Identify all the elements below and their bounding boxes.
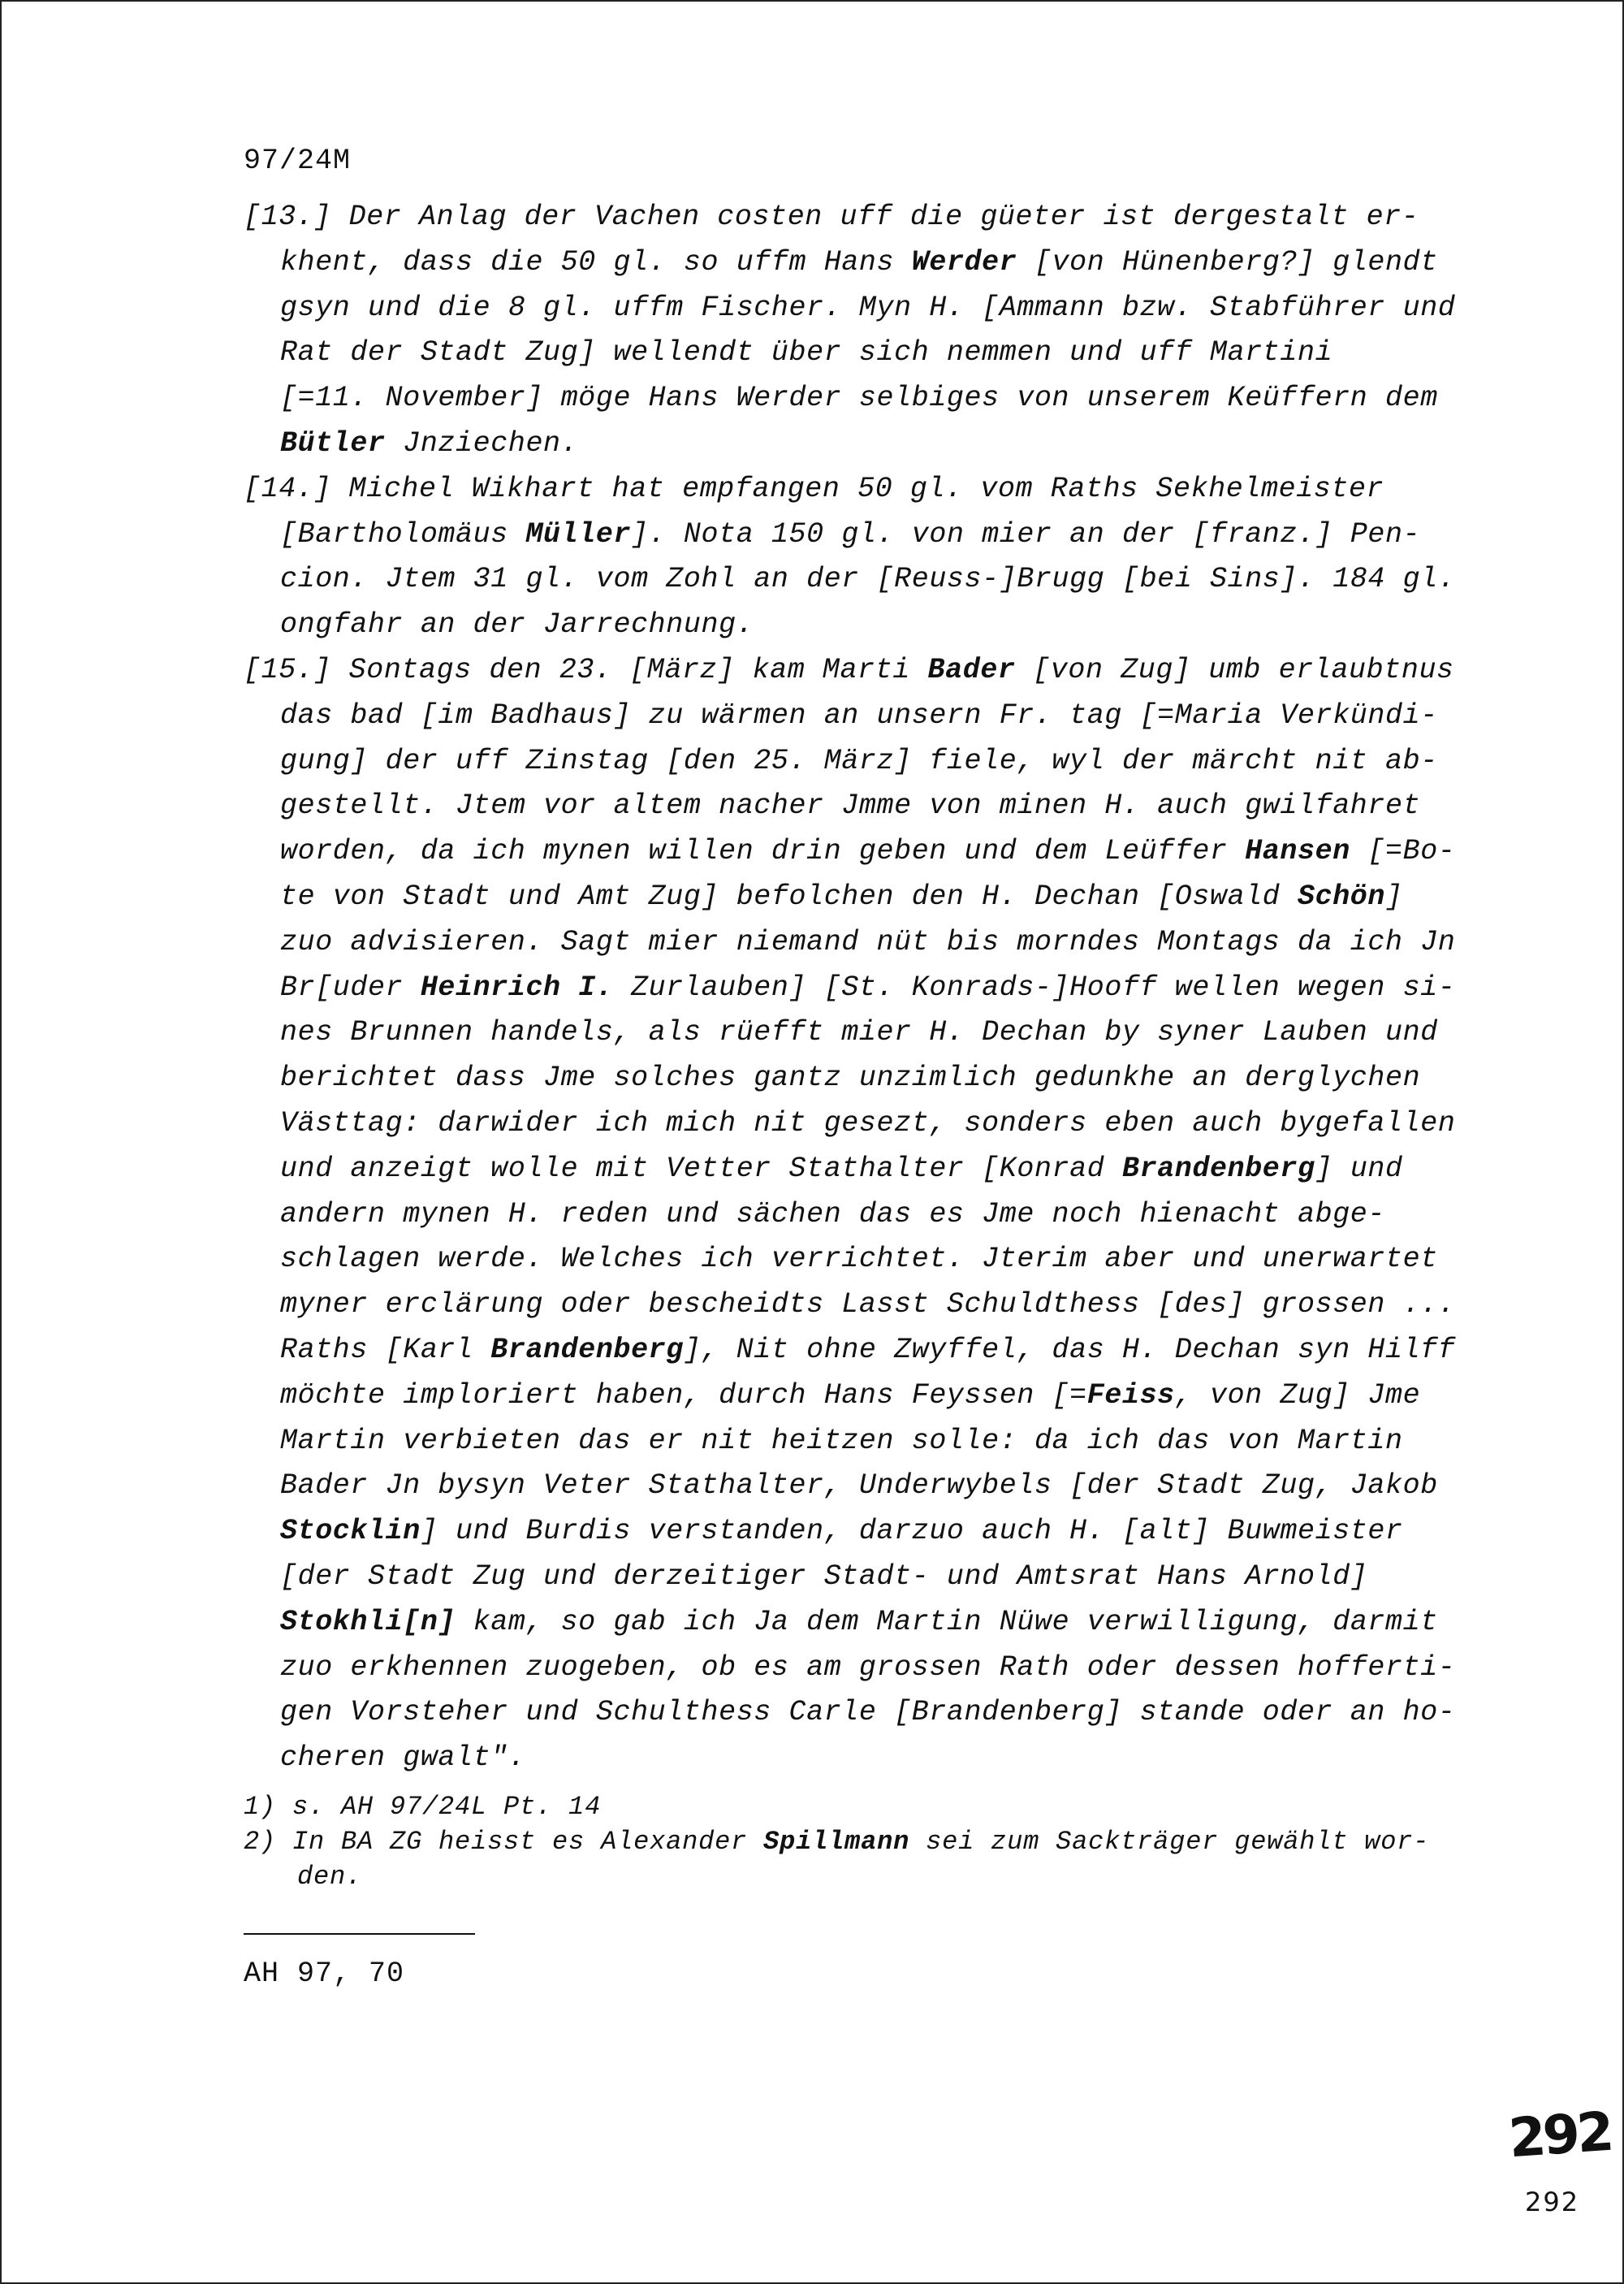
bold-name: Bader bbox=[927, 653, 1016, 686]
text-line bbox=[244, 467, 1470, 513]
text-segment: möchte imploriert haben, durch Hans Feyssen [= bbox=[280, 1378, 1087, 1412]
bold-name: Stokhli[n] bbox=[280, 1605, 456, 1638]
text-segment: [15.] Sontags den 23. [März] kam Marti bbox=[244, 653, 928, 686]
entries-body bbox=[244, 195, 1470, 1781]
text-line bbox=[244, 1147, 1470, 1192]
text-segment: Rat der Stadt Zug] wellendt über sich nemmen und uff Martini bbox=[280, 336, 1333, 370]
document-reference: 97/24M bbox=[244, 145, 352, 177]
text-segment: sei zum Sackträger gewählt wor- bbox=[909, 1827, 1430, 1857]
text-line bbox=[244, 694, 1470, 739]
text-segment: , von Zug] Jme bbox=[1174, 1378, 1421, 1412]
bold-name: Müller bbox=[525, 517, 632, 551]
bold-name: Bütler bbox=[280, 426, 386, 460]
text-segment: [=11. November] möge Hans Werder selbiges von unserem Keüffern dem bbox=[280, 382, 1438, 415]
text-line bbox=[244, 1646, 1470, 1691]
text-line bbox=[244, 1509, 1470, 1555]
text-segment: cheren gwalt". bbox=[280, 1741, 526, 1775]
footnote-line bbox=[244, 1824, 1470, 1859]
footnote-line bbox=[244, 1859, 1470, 1894]
text-segment: [Bartholomäus bbox=[280, 517, 526, 551]
text-line bbox=[244, 286, 1470, 331]
bold-name: Hansen bbox=[1245, 835, 1350, 868]
text-line bbox=[244, 1419, 1470, 1464]
text-segment: Br[uder bbox=[280, 971, 421, 1004]
text-line bbox=[244, 422, 1470, 467]
text-line bbox=[244, 1600, 1470, 1646]
text-segment: [=Bo- bbox=[1350, 835, 1456, 868]
footnotes bbox=[244, 1789, 1470, 1894]
text-segment: worden, da ich mynen willen drin geben und dem Leüffer bbox=[280, 835, 1246, 868]
bold-name: Feiss bbox=[1086, 1378, 1175, 1412]
text-line bbox=[244, 648, 1470, 694]
bold-name: Werder bbox=[911, 245, 1017, 279]
text-line bbox=[244, 376, 1470, 422]
text-segment: Zurlauben] [St. Konrads-]Hooff wellen wegen si- bbox=[613, 971, 1456, 1004]
text-segment: ] bbox=[1385, 880, 1403, 913]
text-line bbox=[244, 1373, 1470, 1419]
text-segment: 2) In BA ZG heisst es Alexander bbox=[244, 1827, 764, 1857]
text-segment: [14.] Michel Wikhart hat empfangen 50 gl. vom Raths Sekhelmeister bbox=[244, 472, 1384, 505]
text-line bbox=[244, 1283, 1470, 1328]
footnote-line bbox=[244, 1789, 1470, 1824]
text-line bbox=[244, 966, 1470, 1011]
text-segment: te von Stadt und Amt Zug] befolchen den H. Dechan [Oswald bbox=[280, 880, 1298, 913]
text-segment: gung] der uff Zinstag [den 25. März] fiele, wyl der märcht nit ab- bbox=[280, 744, 1438, 777]
text-segment: [13.] Der Anlag der Vachen costen uff die güeter ist dergestalt er- bbox=[244, 201, 1419, 233]
text-line bbox=[244, 1328, 1470, 1373]
text-segment: kam, so gab ich Ja dem Martin Nüwe verwilligung, darmit bbox=[456, 1605, 1438, 1638]
text-segment: cion. Jtem 31 gl. vom Zohl an der [Reuss-]Brugg [bei Sins]. 184 gl. bbox=[280, 563, 1456, 596]
text-segment: Västtag: darwider ich mich nit gesezt, sonders eben auch bygefallen bbox=[280, 1106, 1456, 1140]
text-line bbox=[244, 1192, 1470, 1238]
bold-name: Schön bbox=[1298, 880, 1386, 913]
bold-name: Brandenberg bbox=[1121, 1152, 1315, 1185]
bold-name: Heinrich I. bbox=[420, 971, 614, 1004]
text-segment: berichtet dass Jme solches gantz unzimlich gedunkhe an derglychen bbox=[280, 1062, 1421, 1095]
text-segment: Raths [Karl bbox=[280, 1333, 491, 1366]
text-segment: khent, dass die 50 gl. so uffm Hans bbox=[280, 245, 912, 279]
text-segment: und anzeigt wolle mit Vetter Stathalter [Konrad bbox=[280, 1152, 1122, 1185]
text-segment: zuo erkhennen zuogeben, ob es am grossen Rath oder dessen hofferti- bbox=[280, 1650, 1456, 1684]
bold-name: Brandenberg bbox=[490, 1333, 684, 1366]
text-line bbox=[244, 331, 1470, 376]
text-segment: nes Brunnen handels, als rüefft mier H. Dechan by syner Lauben und bbox=[280, 1016, 1438, 1049]
text-line bbox=[244, 195, 1470, 240]
text-line bbox=[244, 784, 1470, 829]
text-line bbox=[244, 1010, 1470, 1056]
text-line bbox=[244, 513, 1470, 558]
text-segment: Martin verbieten das er nit heitzen solle: da ich das von Martin bbox=[280, 1424, 1403, 1457]
text-line bbox=[244, 1101, 1470, 1147]
text-line bbox=[244, 1690, 1470, 1736]
source-citation: AH 97, 70 bbox=[244, 1957, 405, 1990]
text-line bbox=[244, 1237, 1470, 1283]
page-number-handwritten: 292 bbox=[1506, 2100, 1613, 2170]
text-segment: den. bbox=[297, 1862, 363, 1892]
text-segment: [von Hünenberg?] glendt bbox=[1017, 245, 1438, 279]
text-segment: schlagen werde. Welches ich verrichtet. Jterim aber und unerwartet bbox=[280, 1243, 1438, 1276]
text-segment: gestellt. Jtem vor altem nacher Jmme von minen H. auch gwilfahret bbox=[280, 789, 1421, 823]
text-segment: gsyn und die 8 gl. uffm Fischer. Myn H. [Ammann bzw. Stabführer und bbox=[280, 291, 1456, 324]
text-line bbox=[244, 1555, 1470, 1600]
text-segment: ], Nit ohne Zwyffel, das H. Dechan syn Hilff bbox=[683, 1333, 1456, 1366]
text-line bbox=[244, 1736, 1470, 1781]
text-segment: ]. Nota 150 gl. von mier an der [franz.] Pen- bbox=[631, 517, 1421, 551]
text-line bbox=[244, 1464, 1470, 1509]
text-segment: myner erclärung oder bescheidts Lasst Schuldthess [des] grossen ... bbox=[280, 1288, 1456, 1322]
text-segment: ] und bbox=[1315, 1152, 1403, 1185]
text-line bbox=[244, 603, 1470, 648]
text-line bbox=[244, 875, 1470, 920]
text-segment: gen Vorsteher und Schulthess Carle [Brandenberg] stande oder an ho- bbox=[280, 1696, 1456, 1729]
text-segment: Bader Jn bysyn Veter Stathalter, Underwybels [der Stadt Zug, Jakob bbox=[280, 1469, 1438, 1503]
bold-name: Stocklin bbox=[280, 1515, 421, 1548]
bold-name: Spillmann bbox=[763, 1827, 910, 1857]
footer-rule bbox=[244, 1933, 475, 1935]
text-line bbox=[244, 739, 1470, 785]
text-segment: 1) s. AH 97/24L Pt. 14 bbox=[244, 1792, 602, 1822]
text-line bbox=[244, 557, 1470, 603]
text-segment: andern mynen H. reden und sächen das es Jme noch hienacht abge- bbox=[280, 1197, 1386, 1231]
text-segment: ongfahr an der Jarrechnung. bbox=[280, 608, 754, 642]
text-segment: ] und Burdis verstanden, darzuo auch H. [alt] Buwmeister bbox=[420, 1515, 1403, 1548]
text-line bbox=[244, 240, 1470, 286]
text-segment: [der Stadt Zug und derzeitiger Stadt- und Amtsrat Hans Arnold] bbox=[280, 1559, 1368, 1593]
text-segment: das bad [im Badhaus] zu wärmen an unsern Fr. tag [=Maria Verkündi- bbox=[280, 699, 1438, 732]
text-line bbox=[244, 920, 1470, 966]
text-segment: zuo advisieren. Sagt mier niemand nüt bis morndes Montags da ich Jn bbox=[280, 925, 1456, 958]
text-segment: Jnziechen. bbox=[385, 426, 579, 460]
text-line bbox=[244, 1056, 1470, 1101]
text-segment: [von Zug] umb erlaubtnus bbox=[1015, 653, 1454, 686]
page-number-small-handwritten: 292 bbox=[1525, 2187, 1580, 2217]
text-line bbox=[244, 829, 1470, 875]
